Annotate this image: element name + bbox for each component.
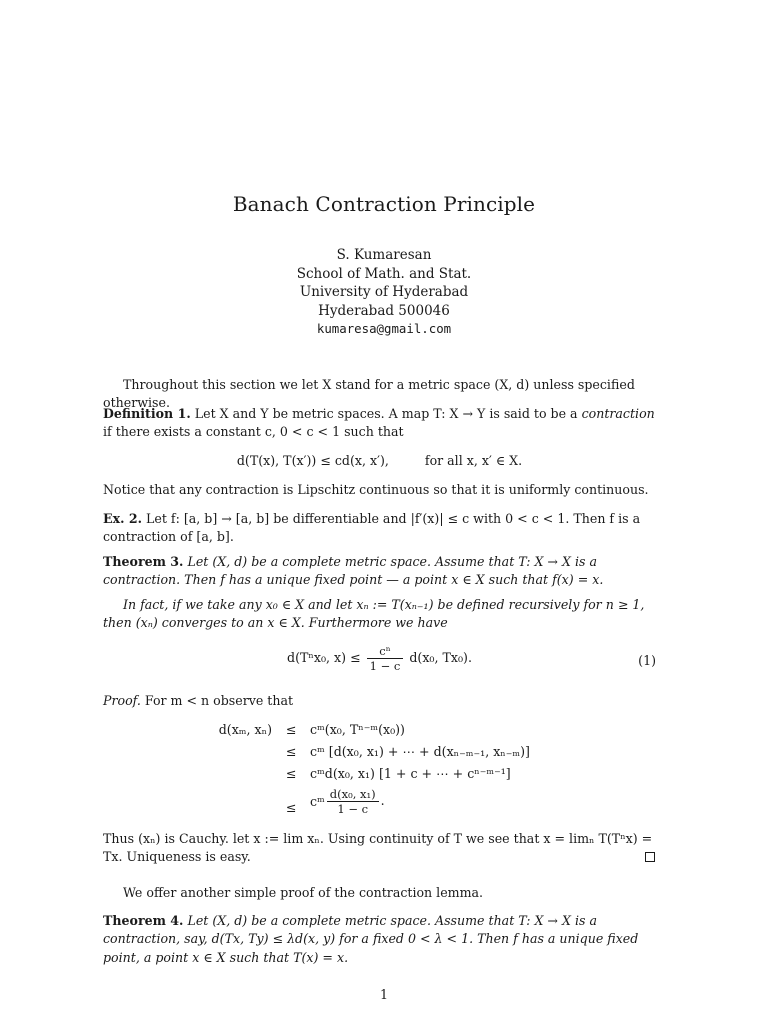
- derivation-step-1: cᵐ(x₀, Tⁿ⁻ᵐ(x₀)): [310, 722, 405, 737]
- derivation-lhs: d(xₘ, xₙ): [218, 722, 272, 737]
- theorem-4-text: Let (X, d) be a complete metric space. Assume that T: X → X is a contraction, say, d(Tx, Ty) ≤ λd(x, y) for a fixed 0 < λ < 1. Then f has a unique fixed point, a point x ∈ X such that T(x) = x.: [103, 913, 639, 965]
- derivation-rel: ≤: [285, 800, 297, 815]
- example-2-label: Ex. 2.: [103, 511, 143, 526]
- derivation-step-4-denominator: 1 − c: [337, 802, 369, 816]
- definition-1-equation: [103, 452, 656, 470]
- equation-1-denominator: 1 − c: [369, 659, 401, 673]
- definition-1-term: contraction: [581, 406, 655, 421]
- derivation-rel: ≤: [285, 744, 297, 759]
- example-2: [103, 510, 656, 547]
- author-name: S. Kumaresan: [336, 247, 432, 263]
- derivation-step-3: cᵐd(x₀, x₁) [1 + c + ⋯ + cⁿ⁻ᵐ⁻¹]: [310, 766, 511, 781]
- theorem-4: [103, 912, 656, 967]
- definition-1-label: Definition 1.: [103, 406, 191, 421]
- theorem-3-text: Let (X, d) be a complete metric space. Assume that T: X → X is a contraction. Then f has a unique fixed point — a point x ∈ X such that f(x) = x.: [103, 554, 604, 588]
- theorem-3-followup: In fact, if we take any x₀ ∈ X and let xₙ := T(xₙ₋₁) be defined recursively for n ≥ 1, then (xₙ) converges to an x ∈ X. Furthermore we have: [103, 597, 645, 631]
- derivation-step-4-numerator: d(x₀, x₁): [327, 787, 379, 802]
- equation-1-number: (1): [638, 653, 656, 668]
- proof-conclusion: Thus (xₙ) is Cauchy. let x := lim xₙ. Using continuity of T we see that x = limₙ T(Tⁿx) = Tx. Uniqueness is easy.: [103, 831, 653, 865]
- author-block: [0, 246, 768, 339]
- page-number: 1: [379, 987, 388, 1002]
- derivation-step-4-post: .: [380, 793, 385, 808]
- equation-1-lhs: d(Tⁿx₀, x) ≤: [287, 650, 361, 665]
- derivation-step-4-pre: cᵐ: [310, 794, 325, 809]
- intro-paragraph: Throughout this section we let X stand for a metric space (X, d) unless specified otherwise.: [103, 377, 635, 411]
- example-2-text: Let f: [a, b] → [a, b] be differentiable and |f′(x)| ≤ c with 0 < c < 1. Then f is a contraction of [a, b].: [103, 511, 641, 545]
- author-school: School of Math. and Stat.: [296, 265, 472, 282]
- theorem-3-label: Theorem 3.: [103, 554, 184, 569]
- definition-1-text-a: Let X and Y be metric spaces. A map T: X → Y is said to be a: [194, 406, 578, 421]
- derivation-step-4-fraction: [327, 787, 379, 816]
- paper-title: Banach Contraction Principle: [232, 192, 536, 216]
- author-city: Hyderabad 500046: [318, 302, 450, 319]
- equation-1-fraction: [367, 644, 404, 673]
- derivation-step-4: [310, 787, 385, 816]
- derivation-rel: ≤: [285, 722, 297, 737]
- definition-1-formula: d(T(x), T(x′)) ≤ cd(x, x′),: [236, 453, 389, 468]
- definition-1: [103, 405, 656, 442]
- derivation-step-2: cᵐ [d(x₀, x₁) + ⋯ + d(xₙ₋ₘ₋₁, xₙ₋ₘ)]: [310, 744, 530, 759]
- notice-paragraph: Notice that any contraction is Lipschitz continuous so that it is uniformly continuous.: [103, 482, 649, 497]
- another-proof-paragraph: We offer another simple proof of the contraction lemma.: [123, 885, 484, 900]
- theorem-4-label: Theorem 4.: [103, 913, 184, 928]
- proof-intro-text: For m < n observe that: [144, 693, 294, 708]
- derivation-rel: ≤: [285, 766, 297, 781]
- definition-1-text-b: if there exists a constant c, 0 < c < 1 such that: [103, 424, 404, 440]
- proof-intro: [103, 692, 656, 710]
- author-email: kumaresa@gmail.com: [316, 321, 452, 337]
- equation-1-rhs: d(x₀, Tx₀).: [409, 650, 472, 665]
- author-university: University of Hyderabad: [299, 284, 469, 301]
- definition-1-condition: for all x, x′ ∈ X.: [424, 453, 523, 468]
- qed-square-icon: [645, 852, 655, 862]
- proof-label: Proof.: [103, 693, 141, 708]
- equation-1: [103, 644, 656, 673]
- theorem-3: [103, 553, 656, 590]
- equation-1-numerator: cⁿ: [367, 644, 404, 659]
